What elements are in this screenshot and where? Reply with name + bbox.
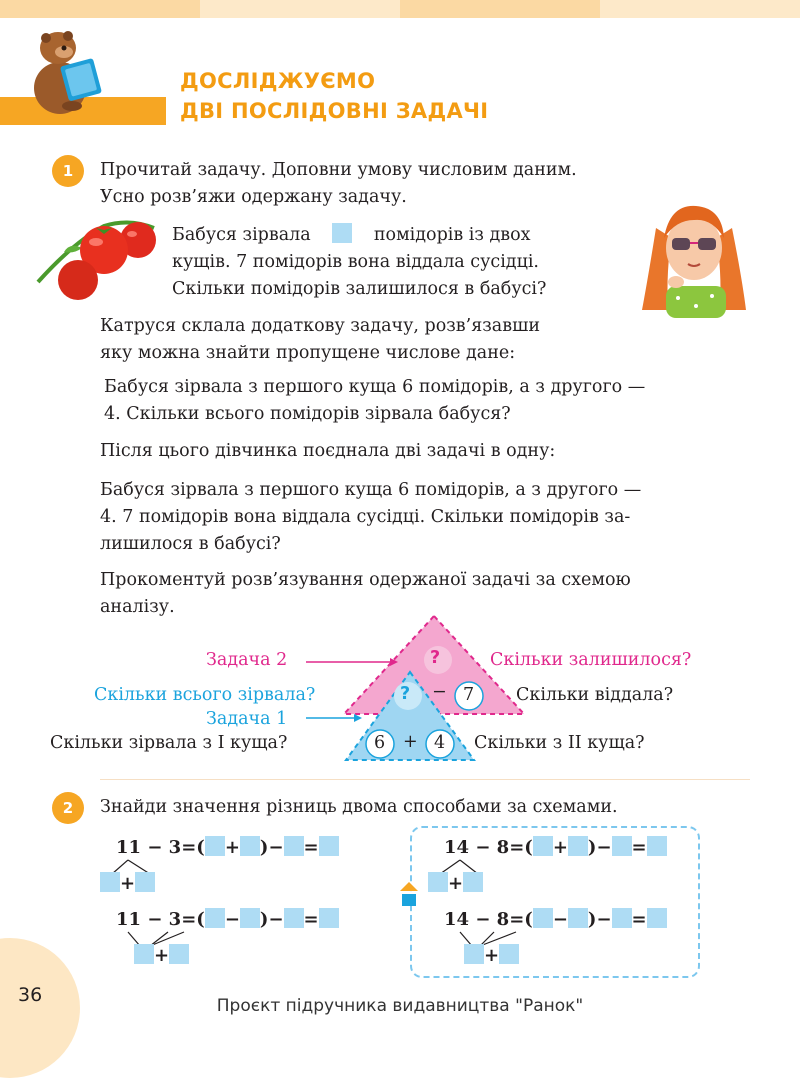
open-paren: (: [196, 909, 205, 930]
plus-sign: +: [224, 837, 240, 858]
missing-number-box: [332, 223, 352, 243]
task-1-intro-line-1: Прочитай задачу. Доповни умову числовим даним.: [100, 160, 577, 180]
heading-line-1: ДОСЛІДЖУЄМО: [180, 69, 376, 93]
example-11-minus-3-method-2: [116, 908, 339, 930]
equals-sign: =: [303, 909, 319, 930]
heading-line-2: ДВІ ПОСЛІДОВНІ ЗАДАЧІ: [180, 99, 489, 123]
answer-box[interactable]: [134, 944, 154, 964]
answer-box[interactable]: [533, 836, 553, 856]
comment-line-2: аналізу.: [100, 597, 175, 617]
question-mark-top: ?: [430, 648, 441, 668]
equals-sign: =: [181, 909, 197, 930]
how-many-given-label: Скільки віддала?: [516, 685, 674, 705]
open-paren: (: [524, 837, 533, 858]
split-boxes-14: [428, 872, 483, 894]
how-many-left-label: Скільки залишилося?: [490, 650, 692, 670]
expression-11-3: 11 − 3: [116, 909, 182, 930]
example-11-minus-3-method-1: [116, 836, 339, 858]
beaver-reading-illustration: [24, 26, 108, 116]
extra-problem-line-2: 4. Скільки всього помідорів зірвала бабуся?: [104, 404, 511, 424]
answer-box[interactable]: [647, 836, 667, 856]
split-boxes-8: [464, 944, 519, 966]
minus-sign: −: [552, 909, 568, 930]
plus-sign: +: [403, 732, 418, 752]
answer-box[interactable]: [533, 908, 553, 928]
equals-sign: =: [181, 837, 197, 858]
minus-sign: −: [268, 909, 284, 930]
close-paren: ): [259, 909, 269, 930]
combined-problem-line-3: лишилося в бабусі?: [100, 534, 281, 554]
number-seven: 7: [463, 685, 475, 705]
answer-box[interactable]: [568, 908, 588, 928]
answer-box[interactable]: [135, 872, 155, 892]
katrusia-line-2: яку можна знайти пропущене числове дане:: [100, 343, 516, 363]
answer-box[interactable]: [464, 944, 484, 964]
answer-box[interactable]: [169, 944, 189, 964]
answer-box[interactable]: [240, 908, 260, 928]
plus-sign: +: [154, 945, 170, 966]
number-six: 6: [374, 733, 386, 753]
answer-box[interactable]: [205, 836, 225, 856]
answer-box[interactable]: [319, 836, 339, 856]
minus-sign: −: [596, 837, 612, 858]
equals-sign: =: [303, 837, 319, 858]
plus-sign: +: [552, 837, 568, 858]
minus-sign: −: [224, 909, 240, 930]
footer-project-text: Проєкт підручника видавництва "Ранок": [216, 996, 584, 1016]
plus-sign: +: [120, 873, 136, 894]
close-paren: ): [587, 909, 597, 930]
problem-line-2: кущів. 7 помідорів вона віддала сусідці.: [172, 252, 539, 272]
comment-line-1: Прокоментуй розв’язування одержаної задачі за схемою: [100, 570, 631, 590]
answer-box[interactable]: [463, 872, 483, 892]
katrusia-line-1: Катруся склала додаткову задачу, розв’язавши: [100, 316, 541, 336]
answer-box[interactable]: [205, 908, 225, 928]
answer-box[interactable]: [284, 836, 304, 856]
equals-sign: =: [631, 837, 647, 858]
girl-katrusia-illustration: [638, 198, 750, 318]
tomatoes-illustration: [34, 212, 162, 304]
example-14-minus-8-method-1: [444, 836, 667, 858]
task-1-intro-line-2: Усно розв’яжи одержану задачу.: [100, 187, 407, 207]
answer-box[interactable]: [647, 908, 667, 928]
problem-line-1-end: помідорів із двох: [373, 225, 531, 245]
expression-11-3: 11 − 3: [116, 837, 182, 858]
section-divider: [100, 779, 750, 780]
extra-problem-line-1: Бабуся зірвала з першого куща 6 помідорів, а з другого —: [104, 377, 646, 397]
home-task-icon: [400, 882, 418, 906]
expression-14-8: 14 − 8: [444, 909, 510, 930]
question-mark-middle: ?: [400, 684, 411, 704]
from-first-bush-label: Скільки зірвала з I куща?: [50, 733, 288, 753]
task-1-label: Задача 1: [206, 709, 288, 729]
answer-box[interactable]: [568, 836, 588, 856]
equals-sign: =: [509, 909, 525, 930]
plus-sign: +: [448, 873, 464, 894]
top-color-bar: [0, 0, 800, 18]
split-boxes-11: [100, 872, 155, 894]
open-paren: (: [196, 837, 205, 858]
minus-sign: −: [596, 909, 612, 930]
split-boxes-3: [134, 944, 189, 966]
section-heading: [180, 66, 488, 126]
task-1-number: 1: [52, 155, 84, 187]
combined-intro: Після цього дівчинка поєднала дві задачі в одну:: [100, 441, 556, 461]
close-paren: ): [587, 837, 597, 858]
page-number: 36: [18, 984, 43, 1006]
how-many-total-label: Скільки всього зірвала?: [94, 685, 316, 705]
task-2-number: 2: [52, 792, 84, 824]
answer-box[interactable]: [499, 944, 519, 964]
task-2-label: Задача 2: [206, 650, 288, 670]
from-second-bush-label: Скільки з II куща?: [474, 733, 645, 753]
close-paren: ): [259, 837, 269, 858]
number-four: 4: [434, 733, 446, 753]
answer-box[interactable]: [100, 872, 120, 892]
task-2-instruction: Знайди значення різниць двома способами за схемами.: [100, 797, 618, 817]
combined-problem-line-1: Бабуся зірвала з першого куща 6 помідорів, а з другого —: [100, 480, 642, 500]
answer-box[interactable]: [319, 908, 339, 928]
equals-sign: =: [509, 837, 525, 858]
minus-sign: −: [268, 837, 284, 858]
combined-problem-line-2: 4. 7 помідорів вона віддала сусідці. Скільки помідорів за-: [100, 507, 631, 527]
problem-line-1: [172, 222, 531, 249]
answer-box[interactable]: [240, 836, 260, 856]
answer-box[interactable]: [284, 908, 304, 928]
example-14-minus-8-method-2: [444, 908, 667, 930]
expression-14-8: 14 − 8: [444, 837, 510, 858]
equals-sign: =: [631, 909, 647, 930]
answer-box[interactable]: [428, 872, 448, 892]
answer-box[interactable]: [612, 836, 632, 856]
plus-sign: +: [484, 945, 500, 966]
answer-box[interactable]: [612, 908, 632, 928]
minus-sign: −: [432, 682, 447, 702]
problem-line-3: Скільки помідорів залишилося в бабусі?: [172, 279, 547, 299]
problem-line-1-start: Бабуся зірвала: [172, 225, 311, 245]
open-paren: (: [524, 909, 533, 930]
